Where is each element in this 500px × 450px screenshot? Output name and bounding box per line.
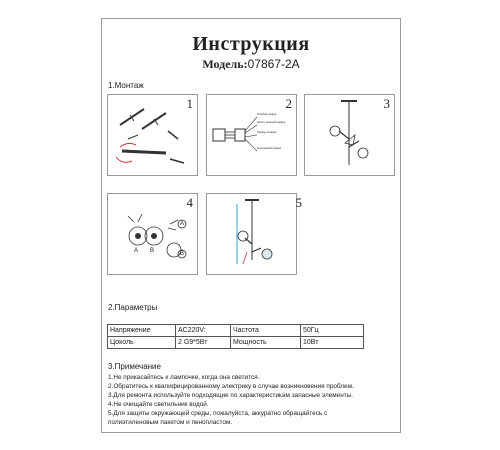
param-key: Напряжение	[108, 325, 176, 337]
param-key: Частота	[231, 325, 301, 337]
step-panel-2	[206, 94, 297, 176]
note-item: 3.Для ремонта используйте подходящие по характеристикам запасные элементы.	[108, 392, 354, 399]
wire-label-power: Провод питания	[257, 131, 277, 134]
step-panel-4	[107, 193, 198, 275]
step-number: 1	[186, 96, 193, 111]
param-value: 50Гц	[301, 325, 364, 337]
label-a: A	[180, 221, 185, 227]
wire-label-ground: Желто-зеленый провод	[257, 121, 286, 124]
step-panel-5	[206, 193, 302, 275]
step-panel-1	[107, 94, 198, 176]
note-item: 4.Не очищайте светильник водой.	[108, 401, 209, 408]
wiring-drawing	[207, 95, 296, 175]
label-b: B	[150, 248, 155, 254]
model-value: 07867-2A	[247, 57, 300, 71]
table-row	[108, 337, 364, 349]
instruction-sheet	[101, 18, 401, 433]
model-line	[102, 57, 400, 72]
bulb-install-drawing	[108, 194, 197, 274]
wire-label-brown: Коричневый провод	[257, 147, 282, 150]
note-item: 1.Не прикасайтесь к лампочке, когда она светится.	[108, 374, 260, 381]
assembled-fixture-drawing	[305, 95, 394, 175]
ceiling-mount-drawing	[108, 95, 197, 175]
note-item: 5.Для защиты окружающей среды, пожалуйста, аккуратно обращайтесь с	[108, 410, 328, 417]
param-value: 2 G9*5Вт	[176, 337, 231, 349]
section-params-heading: 2.Параметры	[108, 303, 158, 312]
param-key: Цоколь	[108, 337, 176, 349]
wire-label-blue: Голубой провод	[257, 113, 277, 116]
parameters-table	[107, 324, 364, 349]
param-key: Мощность	[231, 337, 301, 349]
step-number: 2	[285, 96, 292, 111]
step-panel-3	[304, 94, 395, 176]
page-title: Инструкция	[192, 33, 310, 55]
step-number: 5	[295, 195, 302, 210]
note-item: 2.Обратитесь к квалифицированному электрику в случае возникновения проблем.	[108, 383, 354, 390]
param-value: AC220V:	[176, 325, 231, 337]
section-notes-heading: 3.Примечание	[108, 362, 161, 371]
label-b: B	[180, 251, 185, 257]
step-number: 3	[383, 96, 390, 111]
note-item: полиэтиленовым пакетом и пенопластом.	[108, 419, 233, 426]
table-row	[108, 325, 364, 337]
label-a: A	[134, 248, 139, 254]
param-value: 10Вт	[301, 337, 364, 349]
section-mount-heading: 1.Монтаж	[108, 81, 144, 90]
step-number: 4	[186, 195, 193, 210]
height-adjust-drawing	[207, 194, 296, 274]
model-label: Модель:	[202, 57, 248, 71]
